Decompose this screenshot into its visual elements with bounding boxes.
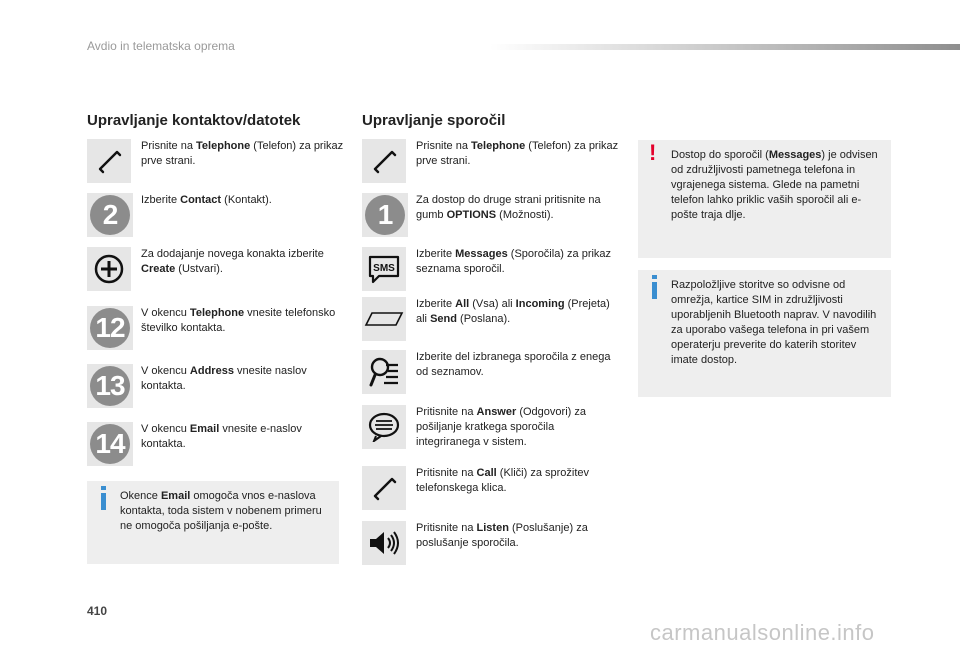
right-info-note	[638, 270, 891, 397]
middle-step-1-text: Prisnite na Telephone (Telefon) za prikaz prve strani.	[416, 140, 619, 167]
middle-step-3-text: Izberite Messages (Sporočila) za prikaz seznama sporočil.	[416, 248, 612, 275]
number-1-icon: 1	[362, 193, 408, 237]
phone-icon	[87, 139, 131, 183]
warning-icon: !	[649, 140, 657, 165]
plus-icon	[87, 247, 131, 291]
watermark: carmanualsonline.info	[650, 620, 875, 645]
header-title: Avdio in telematska oprema	[87, 39, 235, 53]
info-icon	[101, 493, 106, 510]
search-list-icon	[362, 350, 406, 394]
left-step-5-text: V okencu Address vnesite naslov kontakta.	[141, 365, 307, 392]
middle-step-7-text: Pritisnite na Call (Kliči) za sprožitev telefonskega klica.	[416, 467, 590, 494]
number-2-icon: 2	[87, 193, 133, 237]
tab-icon	[362, 297, 406, 341]
middle-step-5-text: Izberite del izbranega sporočila z enega od seznamov.	[416, 351, 611, 378]
warning-note-text: Dostop do sporočil (Messages) je odvisen od združljivosti pametnega telefona in vgrajenega sistema. Glede na pametni telefon lahko priklic vaših sporočil ali e-pošte traja dlje.	[671, 149, 878, 221]
number-13-icon: 13	[87, 364, 133, 408]
left-step-1-text: Prisnite na Telephone (Telefon) za prikaz prve strani.	[141, 140, 344, 167]
page-number: 410	[87, 604, 108, 618]
info-icon	[652, 282, 657, 299]
sms-icon	[362, 247, 406, 291]
number-12-icon: 12	[87, 306, 133, 350]
left-section-title: Upravljanje kontaktov/datotek	[87, 112, 301, 129]
middle-step-2-text: Za dostop do druge strani pritisnite na gumb OPTIONS (Možnosti).	[416, 194, 601, 221]
left-step-3-text: Za dodajanje novega konakta izberite Create (Ustvari).	[141, 248, 324, 275]
left-step-4-text: V okencu Telephone vnesite telefonsko številko kontakta.	[141, 307, 336, 334]
left-info-note	[87, 481, 339, 564]
warning-note	[638, 140, 891, 258]
left-info-note-text: Okence Email omogoča vnos e-naslova kontakta, toda sistem v nobenem primeru ne omogoča pošiljanja e-pošte.	[120, 490, 322, 532]
right-info-note-text: Razpoložljive storitve so odvisne od omrežja, kartice SIM in združljivosti uporabljenih Bluetooth naprav. V navodilih za uporabo vašega telefona in pri vašem operaterju preverite do katerih storitev imate dostop.	[671, 279, 877, 366]
phone-icon	[362, 466, 406, 510]
speaker-icon	[362, 521, 406, 565]
number-14-icon: 14	[87, 422, 133, 466]
message-icon	[362, 405, 406, 449]
phone-icon	[362, 139, 406, 183]
left-step-6-text: V okencu Email vnesite e-naslov kontakta.	[141, 423, 302, 450]
middle-section-title: Upravljanje sporočil	[362, 112, 506, 129]
svg-text:SMS: SMS	[373, 263, 395, 274]
middle-step-6-text: Pritisnite na Answer (Odgovori) za pošiljanje kratkega sporočila integriranega v sistem.	[416, 406, 586, 448]
middle-step-4-text: Izberite All (Vsa) ali Incoming (Prejeta) ali Send (Poslana).	[416, 298, 610, 325]
left-step-2-text: Izberite Contact (Kontakt).	[141, 194, 272, 206]
middle-step-8-text: Pritisnite na Listen (Poslušanje) za poslušanje sporočila.	[416, 522, 588, 549]
header-bar	[490, 44, 960, 50]
